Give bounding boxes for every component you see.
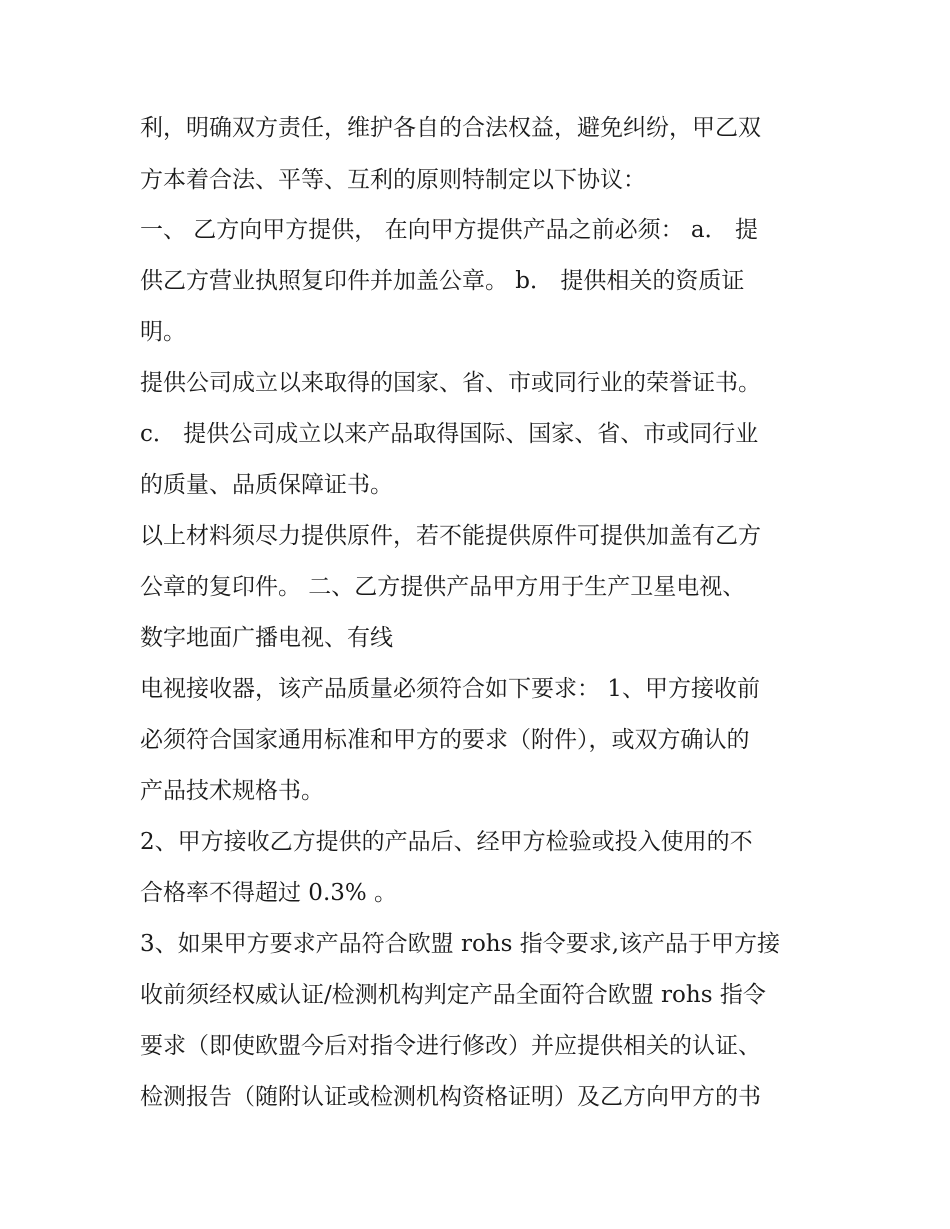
text-line-13: 必须符合国家通用标准和甲方的要求（附件），或双方确认的 <box>140 727 750 753</box>
text-line-16: 合格率不得超过 0.3% 。 <box>140 880 398 906</box>
text-line-5: 明。 <box>140 319 186 345</box>
text-line-8: 的质量、品质保障证书。 <box>140 472 393 498</box>
text-line-20: 检测报告（随附认证或检测机构资格证明）及乙方向甲方的书 <box>140 1084 761 1110</box>
text-line-1: 利，明确双方责任，维护各自的合法权益，避免纠纷，甲乙双 <box>140 115 761 141</box>
text-line-18: 收前须经权威认证/检测机构判定产品全面符合欧盟 rohs 指令 <box>140 982 766 1008</box>
text-line-4: 供乙方营业执照复印件并加盖公章。 b． 提供相关的资质证 <box>140 268 745 294</box>
text-line-15: 2、甲方接收乙方提供的产品后、经甲方检验或投入使用的不 <box>140 829 753 855</box>
text-line-6: 提供公司成立以来取得的国家、省、市或同行业的荣誉证书。 <box>140 370 761 396</box>
text-line-12: 电视接收器，该产品质量必须符合如下要求： 1、甲方接收前 <box>140 676 760 702</box>
text-line-10: 公章的复印件。 二、乙方提供产品甲方用于生产卫星电视、 <box>140 574 746 600</box>
text-line-2: 方本着合法、平等、互利的原则特制定以下协议： <box>140 167 646 193</box>
text-line-19: 要求（即使欧盟今后对指令进行修改）并应提供相关的认证、 <box>140 1033 761 1059</box>
text-line-17: 3、如果甲方要求产品符合欧盟 rohs 指令要求,该产品于甲方接 <box>140 931 781 957</box>
text-line-11: 数字地面广播电视、有线 <box>140 625 393 651</box>
text-line-9: 以上材料须尽力提供原件，若不能提供原件可提供加盖有乙方 <box>140 523 761 549</box>
text-line-3: 一、 乙方向甲方提供， 在向甲方提供产品之前必须： a． 提 <box>140 217 758 243</box>
text-line-7: c． 提供公司成立以来产品取得国际、国家、省、市或同行业 <box>140 421 759 447</box>
text-line-14: 产品技术规格书。 <box>140 778 324 804</box>
